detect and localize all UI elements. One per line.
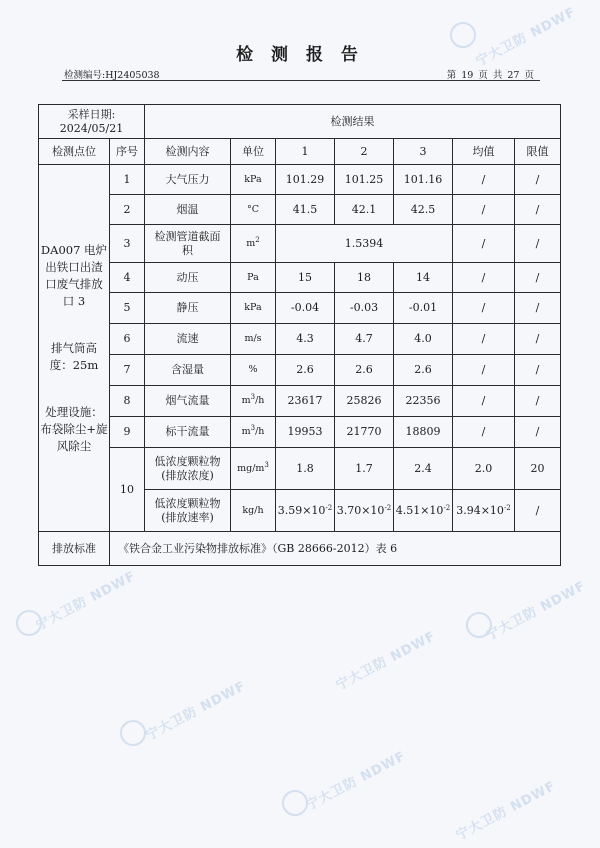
row-r2: -0.03 <box>335 293 394 324</box>
row-avg: / <box>453 225 515 263</box>
table-row <box>39 417 561 448</box>
row-item <box>145 448 231 490</box>
row-limit: 20 <box>515 448 561 490</box>
row-r1: 2.6 <box>276 355 335 386</box>
sample-date-value: 2024/05/21 <box>59 121 124 135</box>
row-avg: / <box>453 386 515 417</box>
row-r2: 25826 <box>335 386 394 417</box>
value-base: 3.70×10 <box>336 503 385 517</box>
row-unit <box>231 417 276 448</box>
row-limit: / <box>515 324 561 355</box>
value-base: 3.59×10 <box>277 503 326 517</box>
point-stack-height: 排气筒高度：25m <box>49 340 99 372</box>
row-seq: 3 <box>110 225 145 263</box>
col-header-avg: 均值 <box>453 139 515 165</box>
row-r1: 23617 <box>276 386 335 417</box>
unit-base: mg/m <box>237 462 265 474</box>
row-unit: kPa <box>231 293 276 324</box>
row-r3: 4.0 <box>394 324 453 355</box>
unit-sup: 3 <box>250 424 256 432</box>
standard-text: 《铁合金工业污染物排放标准》（GB 28666-2012）表 6 <box>110 532 561 566</box>
row-seq: 10 <box>110 448 145 532</box>
results-table <box>38 104 561 566</box>
value-exp: -2 <box>325 503 333 512</box>
point-location: DA007 电炉出铁口出渣口废气排放口 3 <box>40 242 108 308</box>
row-r1: -0.04 <box>276 293 335 324</box>
row-unit: % <box>231 355 276 386</box>
row-r3: 14 <box>394 263 453 293</box>
item-line: (排放浓度) <box>161 468 214 482</box>
table-row <box>39 324 561 355</box>
value-base: 3.94×10 <box>456 503 504 517</box>
row-r2: 42.1 <box>335 195 394 225</box>
table-row <box>39 263 561 293</box>
table-row <box>39 225 561 263</box>
row-r2: 1.7 <box>335 448 394 490</box>
row-unit <box>231 386 276 417</box>
watermark-text: 宁大卫防 NDWF <box>143 678 249 744</box>
row-avg: / <box>453 195 515 225</box>
col-header-point: 检测点位 <box>39 139 110 165</box>
row-seq: 2 <box>110 195 145 225</box>
header-divider <box>62 80 540 81</box>
row-r3: 2.6 <box>394 355 453 386</box>
row-unit <box>231 448 276 490</box>
row-limit: / <box>515 417 561 448</box>
unit-base: m <box>241 395 251 406</box>
standard-row <box>39 532 561 566</box>
page-info: 第 19 页 共 27 页 <box>446 70 534 81</box>
table-row <box>39 355 561 386</box>
unit-tail: /h <box>255 426 265 437</box>
sample-date-cell <box>39 105 145 139</box>
col-header-r2: 2 <box>335 139 394 165</box>
row-r2: 101.25 <box>335 165 394 195</box>
unit-tail: /h <box>255 395 265 406</box>
table-row <box>39 386 561 417</box>
table-row <box>39 448 561 490</box>
row-limit: / <box>515 165 561 195</box>
row-item: 动压 <box>145 263 231 293</box>
row-r1 <box>276 490 335 532</box>
row-unit: °C <box>231 195 276 225</box>
unit-base: m <box>246 237 256 249</box>
row-limit: / <box>515 386 561 417</box>
report-title: 检 测 报 告 <box>236 45 364 65</box>
item-line: 低浓度颗粒物 <box>154 454 221 468</box>
watermark-text: 宁大卫防 NDWF <box>473 4 579 70</box>
unit-base: m <box>241 426 251 437</box>
row-avg: / <box>453 263 515 293</box>
row-limit: / <box>515 195 561 225</box>
date-row <box>39 105 561 139</box>
value-exp: -2 <box>443 503 451 512</box>
row-r1: 41.5 <box>276 195 335 225</box>
watermark-text: 宁大卫防 NDWF <box>33 568 139 634</box>
row-r1: 1.8 <box>276 448 335 490</box>
unit-sup: 3 <box>250 393 256 401</box>
row-r3: 42.5 <box>394 195 453 225</box>
row-seq: 9 <box>110 417 145 448</box>
results-header: 检测结果 <box>145 105 561 139</box>
row-avg: / <box>453 165 515 195</box>
row-r1: 19953 <box>276 417 335 448</box>
watermark-logo <box>120 720 146 746</box>
table-row <box>39 165 561 195</box>
row-item <box>145 490 231 532</box>
value-exp: -2 <box>384 503 392 512</box>
row-r3: 18809 <box>394 417 453 448</box>
row-item: 烟温 <box>145 195 231 225</box>
row-avg: / <box>453 355 515 386</box>
row-unit: m/s <box>231 324 276 355</box>
row-avg: / <box>453 324 515 355</box>
header-row <box>39 139 561 165</box>
row-item: 标干流量 <box>145 417 231 448</box>
row-r2: 4.7 <box>335 324 394 355</box>
row-item: 含湿量 <box>145 355 231 386</box>
row-r3: -0.01 <box>394 293 453 324</box>
watermark-text: 宁大卫防 NDWF <box>303 748 409 814</box>
row-r1: 4.3 <box>276 324 335 355</box>
row-r2 <box>335 490 394 532</box>
row-avg: / <box>453 417 515 448</box>
row-r1: 15 <box>276 263 335 293</box>
unit-sup: 2 <box>255 235 260 244</box>
watermark-logo <box>16 610 42 636</box>
row-item: 大气压力 <box>145 165 231 195</box>
row-r2: 18 <box>335 263 394 293</box>
item-line: 低浓度颗粒物 <box>154 496 221 510</box>
watermark-text: 宁大卫防 NDWF <box>453 778 559 844</box>
row-limit: / <box>515 490 561 532</box>
standard-label: 排放标准 <box>39 532 110 566</box>
row-limit: / <box>515 355 561 386</box>
row-seq: 5 <box>110 293 145 324</box>
row-avg: / <box>453 293 515 324</box>
row-seq: 1 <box>110 165 145 195</box>
row-item: 烟气流量 <box>145 386 231 417</box>
row-unit: kPa <box>231 165 276 195</box>
value-exp: -2 <box>503 503 511 512</box>
row-unit <box>231 225 276 263</box>
row-unit: Pa <box>231 263 276 293</box>
row-r3: 101.16 <box>394 165 453 195</box>
row-r1: 101.29 <box>276 165 335 195</box>
row-item: 检测管道截面积 <box>145 225 231 263</box>
row-seq: 7 <box>110 355 145 386</box>
point-treatment: 处理设施：布袋除尘+旋风除尘 <box>40 404 108 453</box>
report-number-value: HJ2405038 <box>105 70 160 81</box>
col-header-seq: 序号 <box>110 139 145 165</box>
row-limit: / <box>515 293 561 324</box>
row-r3: 2.4 <box>394 448 453 490</box>
row-merged-value: 1.5394 <box>276 225 453 263</box>
watermark-text: 宁大卫防 NDWF <box>483 578 589 644</box>
row-seq: 4 <box>110 263 145 293</box>
report-number <box>64 67 160 81</box>
row-r3 <box>394 490 453 532</box>
row-unit: kg/h <box>231 490 276 532</box>
col-header-unit: 单位 <box>231 139 276 165</box>
sample-date-label: 采样日期: <box>67 107 116 121</box>
row-avg: 2.0 <box>453 448 515 490</box>
row-r3: 22356 <box>394 386 453 417</box>
row-item: 流速 <box>145 324 231 355</box>
watermark-text: 宁大卫防 NDWF <box>333 628 439 694</box>
unit-sup: 3 <box>264 460 269 469</box>
row-seq: 8 <box>110 386 145 417</box>
col-header-r3: 3 <box>394 139 453 165</box>
table-row <box>39 293 561 324</box>
item-line: (排放速率) <box>161 510 214 524</box>
col-header-item: 检测内容 <box>145 139 231 165</box>
watermark-logo <box>466 612 492 638</box>
row-avg <box>453 490 515 532</box>
row-r2: 2.6 <box>335 355 394 386</box>
col-header-r1: 1 <box>276 139 335 165</box>
row-limit: / <box>515 263 561 293</box>
row-limit: / <box>515 225 561 263</box>
row-item: 静压 <box>145 293 231 324</box>
col-header-limit: 限值 <box>515 139 561 165</box>
value-base: 4.51×10 <box>395 503 444 517</box>
row-r2: 21770 <box>335 417 394 448</box>
row-seq: 6 <box>110 324 145 355</box>
watermark-logo <box>282 790 308 816</box>
table-row <box>39 195 561 225</box>
report-number-label: 检测编号: <box>64 70 106 81</box>
point-info-cell <box>39 165 110 532</box>
